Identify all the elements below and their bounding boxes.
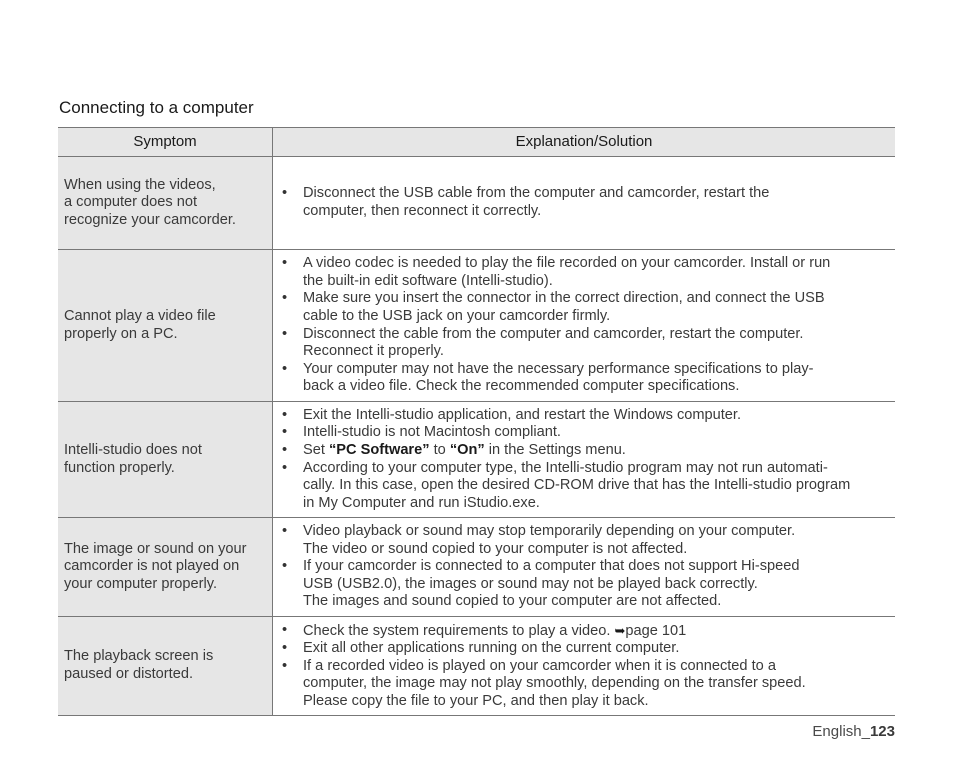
bullet-line: • According to your computer type, the Intelli-studio program may not run automati- (303, 459, 828, 476)
symptom-cell (58, 250, 273, 402)
bullet-line: • Make sure you insert the connector in the correct direction, and connect the USB (303, 290, 825, 307)
solution-bullet (279, 407, 891, 425)
symptom-line: Intelli-studio does not (64, 441, 202, 458)
solution-bullet (279, 361, 891, 396)
to-word: to (433, 441, 446, 458)
bullet-line: The images and sound copied to your computer are not affected. (303, 593, 722, 610)
solution-bullet (279, 185, 891, 220)
solution-bullet (279, 255, 891, 290)
solution-bullet (279, 290, 891, 325)
bullet-line: computer, the image may not play smoothly, depending on the transfer speed. (303, 675, 806, 692)
settings-menu-text: in the Settings menu. (488, 441, 626, 458)
bullet-line: • A video codec is needed to play the file recorded on your camcorder. Install or run (303, 255, 831, 272)
bullet-line: The video or sound copied to your computer is not affected. (303, 540, 688, 557)
bullet-line: • Exit the Intelli-studio application, and restart the Windows computer. (303, 406, 742, 423)
symptom-line: When using the videos, (64, 176, 216, 193)
solution-list (279, 407, 891, 513)
bullet-line: • Video playback or sound may stop temporarily depending on your computer. (303, 523, 796, 540)
table-header-row (58, 128, 895, 157)
table-row (58, 250, 895, 402)
bullet-line (303, 622, 891, 641)
symptom-line: camcorder is not played on (64, 558, 240, 575)
symptom-line: paused or distorted. (64, 666, 193, 682)
bullet-line (303, 442, 891, 460)
header-solution: Explanation/Solution (273, 128, 896, 157)
requirements-text: Check the system requirements to play a video. (303, 622, 611, 639)
solution-list (279, 255, 891, 396)
solution-cell (273, 617, 896, 716)
troubleshooting-table (58, 127, 895, 716)
bullet-line: • Intelli-studio is not Macintosh compliant. (303, 424, 561, 441)
symptom-line: a computer does not (64, 194, 198, 211)
page-footer (812, 723, 895, 740)
bullet-line: • If a recorded video is played on your camcorder when it is connected to a (303, 657, 776, 674)
header-symptom: Symptom (58, 128, 273, 157)
symptom-cell (58, 617, 273, 716)
bullet-line: • Disconnect the USB cable from the computer and camcorder, restart the (303, 185, 770, 202)
bullet-line: back a video file. Check the recommended computer specifications. (303, 378, 740, 395)
bullet-line: in My Computer and run iStudio.exe. (303, 494, 540, 511)
solution-cell (273, 250, 896, 402)
solution-bullet (279, 523, 891, 558)
solution-bullet (279, 442, 891, 460)
solution-cell (273, 157, 896, 250)
bullet-line: cally. In this case, open the desired CD-ROM drive that has the Intelli-studio program (303, 477, 851, 494)
section-title: Connecting to a computer (59, 98, 254, 117)
pc-software-option: “PC Software” (328, 441, 430, 458)
table-row (58, 617, 895, 716)
page-number: 123 (869, 723, 895, 740)
table-row (58, 518, 895, 617)
solution-list (279, 622, 891, 711)
solution-bullet (279, 558, 891, 611)
set-word: Set (303, 441, 325, 458)
symptom-line: function properly. (64, 459, 175, 476)
solution-cell (273, 518, 896, 617)
page-ref-arrow-icon: ➥ (614, 622, 626, 638)
symptom-cell (58, 157, 273, 250)
solution-cell (273, 402, 896, 518)
solution-bullet (279, 658, 891, 711)
symptom-line: recognize your camcorder. (64, 211, 236, 228)
solution-list (279, 185, 891, 220)
solution-list (279, 523, 891, 611)
page-reference: page 101 (625, 622, 687, 639)
bullet-line: Please copy the file to your PC, and then play it back. (303, 692, 649, 709)
symptom-line: The playback screen is (64, 648, 214, 665)
symptom-line: Cannot play a video file (64, 307, 216, 324)
symptom-line: properly on a PC. (64, 325, 178, 342)
bullet-line: • Your computer may not have the necessary performance specifications to play- (303, 360, 814, 377)
bullet-line: • Disconnect the cable from the computer and camcorder, restart the computer. (303, 325, 804, 342)
bullet-line: USB (USB2.0), the images or sound may not be played back correctly. (303, 575, 758, 592)
solution-bullet (279, 326, 891, 361)
bullet-line: • Exit all other applications running on the current computer. (303, 640, 680, 657)
bullet-line: • If your camcorder is connected to a computer that does not support Hi-speed (303, 558, 800, 575)
bullet-line: Reconnect it properly. (303, 343, 444, 360)
table-row (58, 157, 895, 250)
solution-bullet (279, 622, 891, 641)
bullet-line: cable to the USB jack on your camcorder firmly. (303, 307, 611, 324)
solution-bullet (279, 640, 891, 658)
on-value: “On” (449, 441, 485, 458)
symptom-cell (58, 518, 273, 617)
symptom-line: The image or sound on your (64, 540, 247, 557)
solution-bullet (279, 424, 891, 442)
symptom-cell (58, 402, 273, 518)
symptom-line: your computer properly. (64, 575, 218, 592)
bullet-line: computer, then reconnect it correctly. (303, 203, 542, 219)
solution-bullet (279, 460, 891, 513)
bullet-line: the built-in edit software (Intelli-studio). (303, 272, 553, 289)
table-row (58, 402, 895, 518)
footer-language: English_ (812, 723, 870, 740)
